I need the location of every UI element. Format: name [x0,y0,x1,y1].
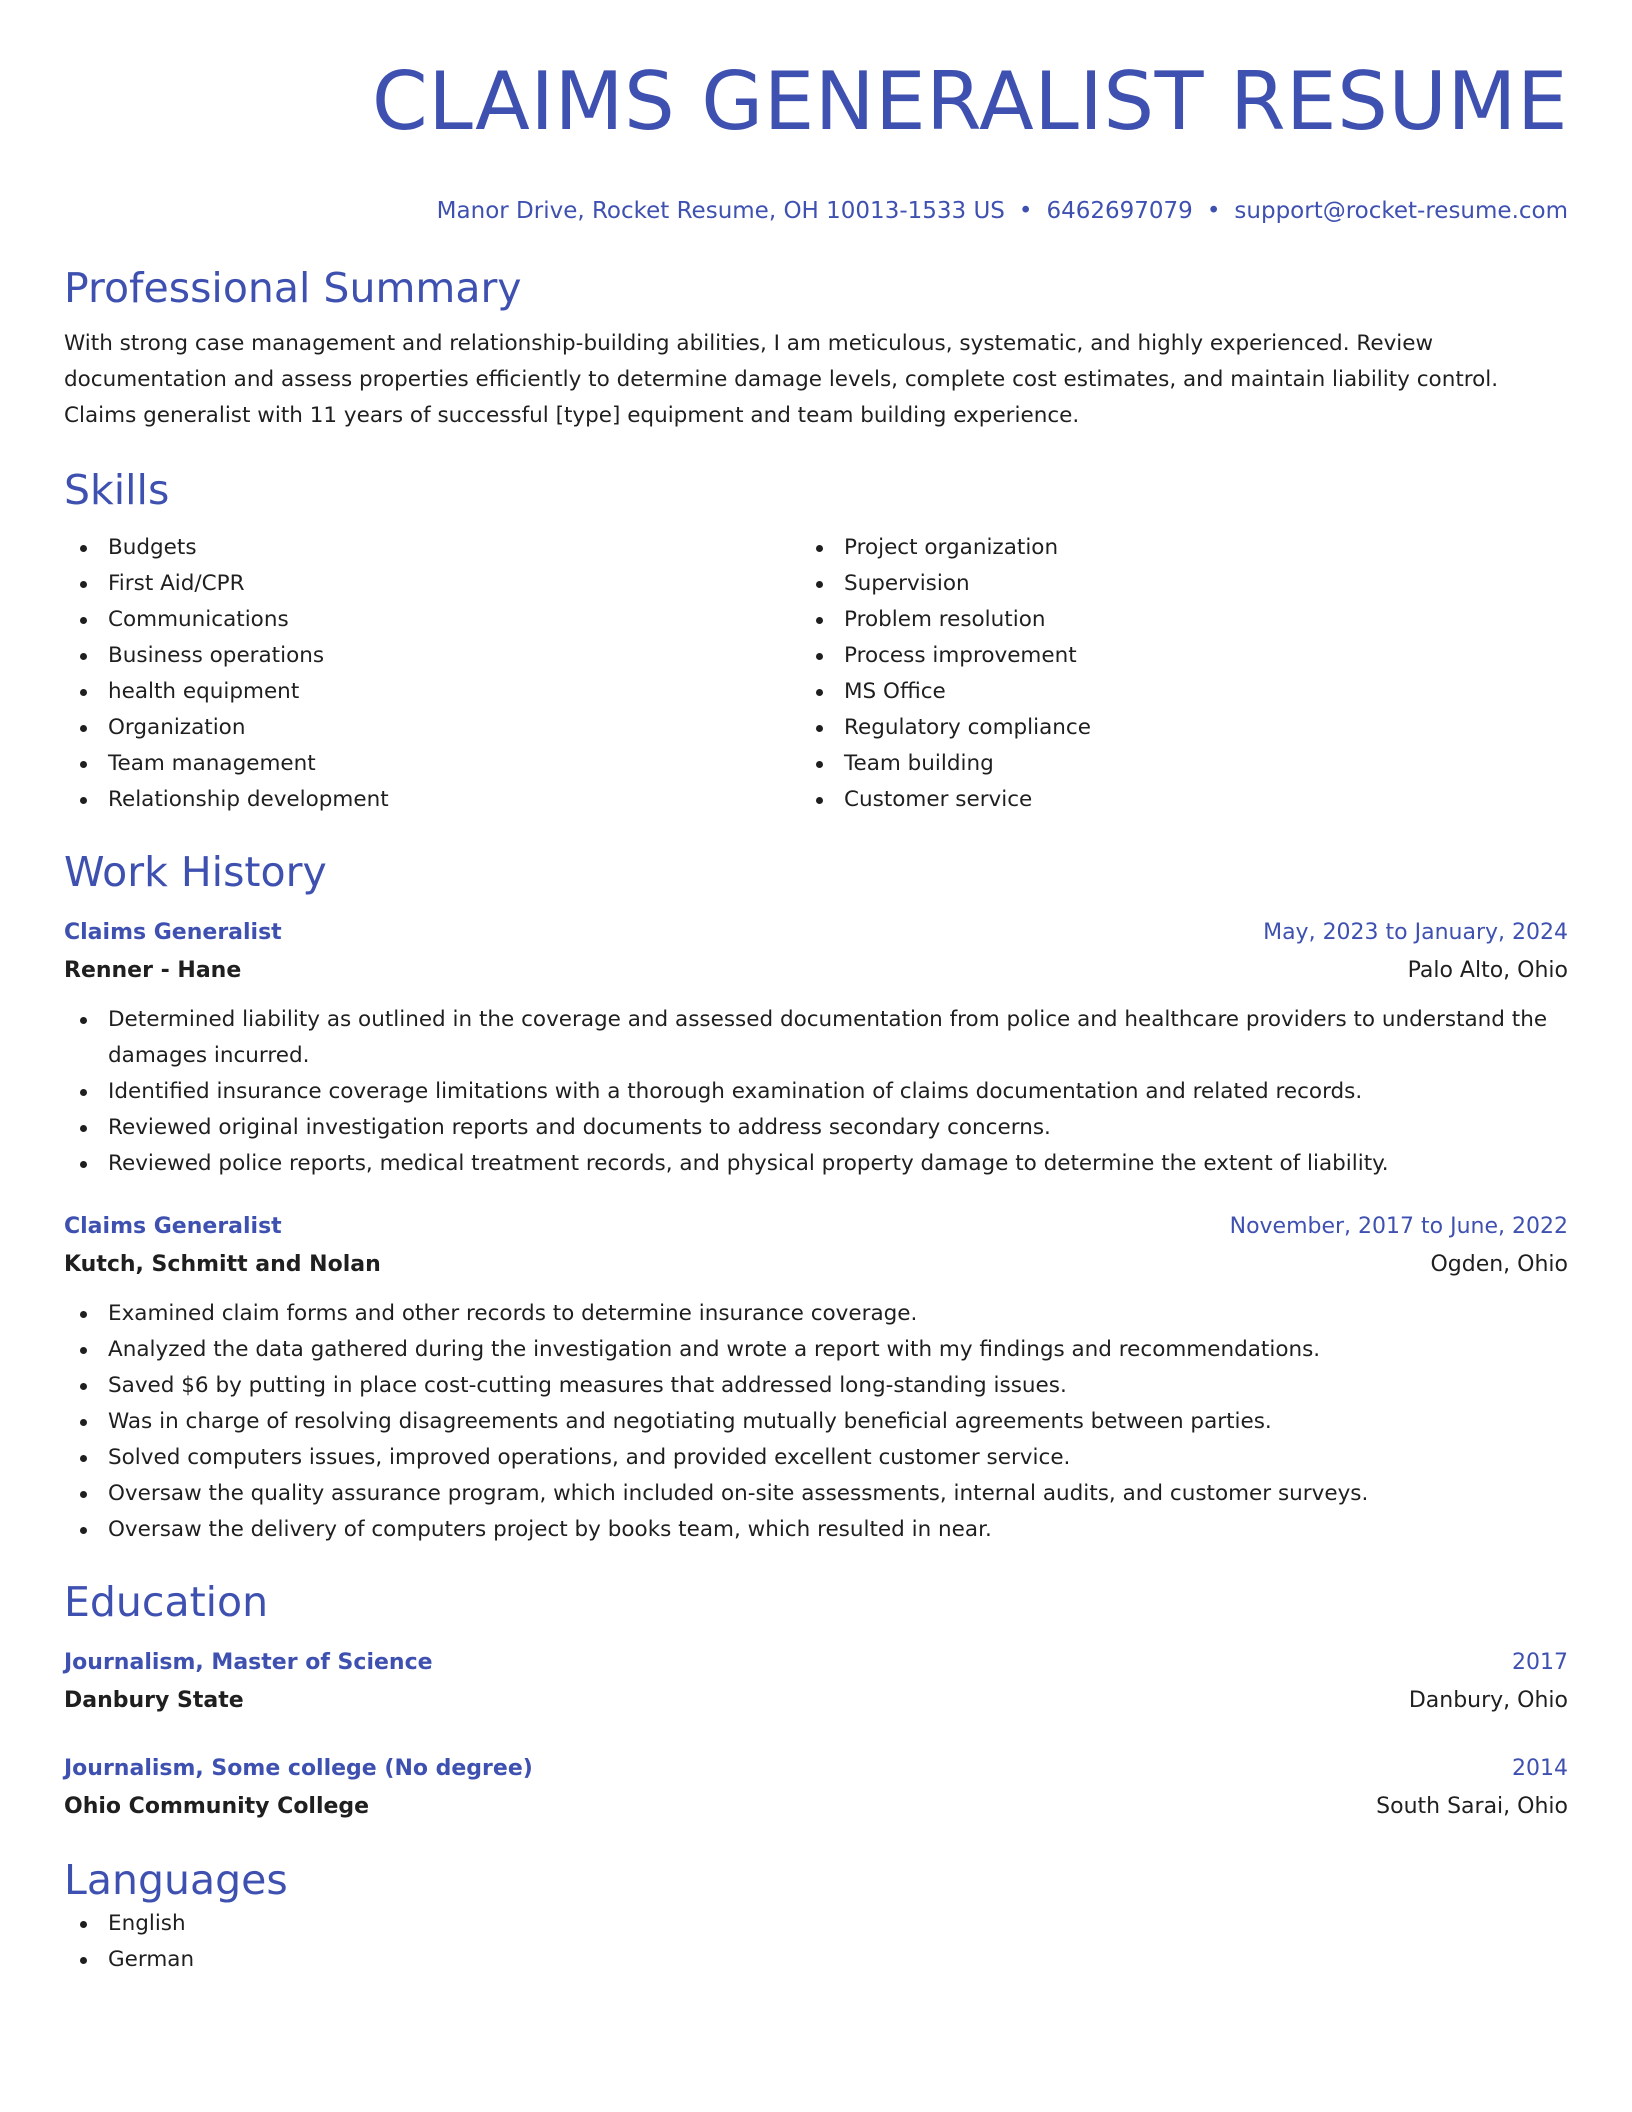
section-title-skills: Skills [64,466,170,514]
skills-list-left [64,530,800,818]
skills-column-left [64,530,800,818]
skills-grid [64,530,1568,818]
skill-item: Organization [64,710,800,746]
job-bullet: Reviewed original investigation reports and documents to address secondary concerns. [64,1110,1568,1146]
skills-column-right [800,530,1536,818]
job-header-row [64,1208,1568,1246]
education-entry [64,1644,1568,1720]
job-bullet: Solved computers issues, improved operations, and provided excellent customer service. [64,1440,1568,1476]
separator-dot: • [1206,198,1221,224]
job-title: Claims Generalist [64,1214,282,1239]
job-employer-row [64,1246,1568,1284]
employer-name: Renner - Hane [64,958,242,983]
section-title-work-history: Work History [64,848,327,896]
skill-item: Project organization [800,530,1536,566]
phone: 6462697079 [1046,198,1193,224]
summary-text: With strong case management and relationship-building abilities, I am meticulous, systematic, and highly experienced. Review documentation and assess properties efficiently to determine damage levels, complete cost estimates, and maintain liability control. Claims generalist with 11 years of successful [type] equipment and team building experience. [64,331,1499,428]
job-title: Claims Generalist [64,920,282,945]
degree: Journalism, Master of Science [64,1650,433,1675]
job-employer-row [64,952,1568,990]
language-item: English [64,1906,1568,1942]
separator-dot: • [1018,198,1033,224]
education-school-row [64,1788,1568,1826]
skill-item: First Aid/CPR [64,566,800,602]
job-entry [64,914,1568,1182]
skill-item: MS Office [800,674,1536,710]
job-bullet: Determined liability as outlined in the coverage and assessed documentation from police and healthcare providers to understand the damages incurred. [64,1002,1568,1074]
resume-title: CLAIMS GENERALIST RESUME [371,55,1568,148]
graduation-year: 2014 [1512,1756,1568,1781]
languages-section [64,1854,1568,1978]
summary-section [64,262,1568,434]
job-bullet: Identified insurance coverage limitations with a thorough examination of claims documentation and related records. [64,1074,1568,1110]
education-header-row [64,1644,1568,1682]
job-bullet: Reviewed police reports, medical treatment records, and physical property damage to determine the extent of liability. [64,1146,1568,1182]
job-bullets [64,1296,1568,1548]
skills-section [64,464,1568,818]
skill-item: Process improvement [800,638,1536,674]
section-title-education: Education [64,1578,269,1626]
education-section [64,1576,1568,1826]
job-location: Palo Alto, Ohio [1407,958,1568,983]
job-bullet: Oversaw the quality assurance program, which included on-site assessments, internal audits, and customer surveys. [64,1476,1568,1512]
skill-item: Supervision [800,566,1536,602]
email-link[interactable]: support@rocket-resume.com [1234,198,1568,224]
education-header-row [64,1750,1568,1788]
education-entry [64,1750,1568,1826]
skills-list-right [800,530,1536,818]
skill-item: Relationship development [64,782,800,818]
section-title-summary: Professional Summary [64,264,522,312]
job-bullet: Was in charge of resolving disagreements and negotiating mutually beneficial agreements between parties. [64,1404,1568,1440]
job-dates: May, 2023 to January, 2024 [1263,920,1568,945]
education-school-row [64,1682,1568,1720]
job-entry [64,1208,1568,1548]
school-name: Danbury State [64,1688,244,1713]
job-bullet: Oversaw the delivery of computers project by books team, which resulted in near. [64,1512,1568,1548]
skill-item: Business operations [64,638,800,674]
school-location: South Sarai, Ohio [1376,1794,1568,1819]
skill-item: Team building [800,746,1536,782]
skill-item: Team management [64,746,800,782]
address: Manor Drive, Rocket Resume, OH 10013-1533 US [436,198,1005,224]
job-location: Ogden, Ohio [1430,1252,1568,1277]
skill-item: Communications [64,602,800,638]
job-dates: November, 2017 to June, 2022 [1229,1214,1568,1239]
skill-item: health equipment [64,674,800,710]
school-location: Danbury, Ohio [1408,1688,1568,1713]
job-bullet: Examined claim forms and other records to determine insurance coverage. [64,1296,1568,1332]
contact-line [64,196,1568,226]
job-bullets [64,1002,1568,1182]
skill-item: Budgets [64,530,800,566]
section-title-languages: Languages [64,1856,288,1904]
languages-list [64,1906,1568,1978]
job-header-row [64,914,1568,952]
job-bullet: Saved $6 by putting in place cost-cutting measures that addressed long-standing issues. [64,1368,1568,1404]
job-bullet: Analyzed the data gathered during the investigation and wrote a report with my findings and recommendations. [64,1332,1568,1368]
skill-item: Customer service [800,782,1536,818]
skill-item: Problem resolution [800,602,1536,638]
school-name: Ohio Community College [64,1794,370,1819]
resume-header [64,0,1568,226]
employer-name: Kutch, Schmitt and Nolan [64,1252,381,1277]
language-item: German [64,1942,1568,1978]
degree: Journalism, Some college (No degree) [64,1756,533,1781]
skill-item: Regulatory compliance [800,710,1536,746]
graduation-year: 2017 [1512,1650,1568,1675]
work-history-section [64,846,1568,1548]
